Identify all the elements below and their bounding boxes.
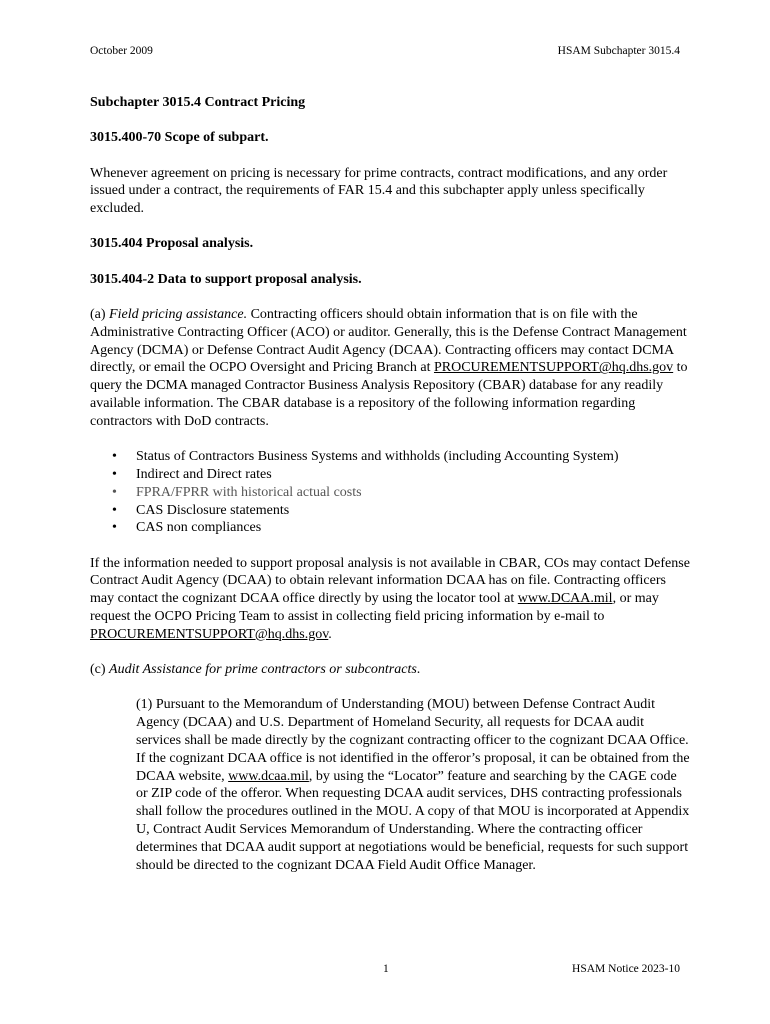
- header-date: October 2009: [90, 45, 153, 57]
- cbar-text3: .: [328, 626, 332, 642]
- para-c-title: Audit Assistance for prime contractors or subcontracts: [109, 662, 417, 678]
- dcaa-website-link[interactable]: www.DCAA.mil: [517, 591, 613, 607]
- subchapter-heading: Subchapter 3015.4 Contract Pricing: [90, 95, 306, 110]
- field-pricing-paragraph: [90, 306, 690, 431]
- audit-assistance-heading: [90, 661, 690, 679]
- list-item: • FPRA/FPRR with historical actual costs: [136, 484, 690, 502]
- c1-text1: (1) Pursuant to the Memorandum of Understanding (MOU) between Defense Contract Audit Agency (DCAA) and U.S. Department of Homeland Security, all requests for DCAA audit services shall be made directly by the cognizant contracting officer to the cognizant DCAA Office. If the cognizant DCAA office is not identified in the offeror’s proposal, it can be obtained from the DCAA website,: [136, 697, 690, 784]
- para-c-label: (c): [90, 662, 110, 678]
- para-a-text2: to query the DCMA managed Contractor Business Analysis Repository (CBAR) database for any readily available information. The CBAR database is a repository of the following information regarding contractors with DoD contracts.: [90, 360, 688, 429]
- c1-text2: , by using the “Locator” feature and searching by the CAGE code or ZIP code of the offeror. When requesting DCAA audit services, DHS contracting professionals shall follow the procedures outlined in the MOU. A copy of that MOU is incorporated at Appendix U, Contract Audit Services Memorandum of Understanding. Where the contracting officer determines that DCAA audit support at negotiations would be beneficial, requests for such support should be directed to the cognizant DCAA Field Audit Office Manager.: [136, 768, 690, 873]
- procurement-email-link[interactable]: PROCUREMENTSUPPORT@hq.dhs.gov: [433, 360, 674, 376]
- data-support-heading: 3015.404-2 Data to support proposal analysis.: [90, 271, 362, 287]
- cbar-text2: , or may request the OCPO Pricing Team to assist in collecting field pricing information by e-mail to: [90, 591, 659, 625]
- proposal-analysis-heading: 3015.404 Proposal analysis.: [90, 236, 254, 252]
- mou-paragraph: [136, 696, 690, 874]
- footer-notice: HSAM Notice 2023-10: [572, 963, 680, 975]
- cbar-info-list: [90, 448, 690, 537]
- list-item: • CAS Disclosure statements: [136, 502, 690, 520]
- para-c-end: .: [416, 662, 421, 678]
- cbar-text1: If the information needed to support proposal analysis is not available in CBAR, COs may contact Defense Contract Audit Agency (DCAA) to obtain relevant information DCAA has on file. Contracting officers may contact the cognizant DCAA office directly by using the locator tool at: [90, 555, 690, 607]
- scope-heading: 3015.400-70 Scope of subpart.: [90, 130, 269, 146]
- dcaa-website-link-2[interactable]: www.dcaa.mil: [228, 768, 309, 784]
- scope-paragraph: Whenever agreement on pricing is necessary for prime contracts, contract modifications, and any order issued under a contract, the requirements of FAR 15.4 and this subchapter apply unless specifically excluded.: [90, 165, 668, 217]
- list-item: • Status of Contractors Business Systems and withholds (including Accounting System): [136, 448, 690, 466]
- para-a-text1: Contracting officers should obtain information that is on file with the Administrative Contracting Officer (ACO) or auditor. Generally, this is the Defense Contract Management Agency (DCMA) or Defense Contract Audit Agency (DCAA). Contracting officers may contact DCMA directly, or email the OCPO Oversight and Pricing Branch at: [90, 307, 687, 376]
- para-a-title: Field pricing assistance.: [109, 307, 248, 323]
- page-number: 1: [383, 963, 389, 975]
- procurement-email-link-2[interactable]: PROCUREMENTSUPPORT@hq.dhs.gov: [90, 626, 329, 642]
- header-subchapter: HSAM Subchapter 3015.4: [557, 45, 680, 57]
- document-body: [90, 94, 690, 892]
- list-item: • CAS non compliances: [136, 519, 690, 537]
- para-a-label: (a): [90, 307, 110, 323]
- list-item: • Indirect and Direct rates: [136, 466, 690, 484]
- dcaa-contact-paragraph: [90, 555, 690, 644]
